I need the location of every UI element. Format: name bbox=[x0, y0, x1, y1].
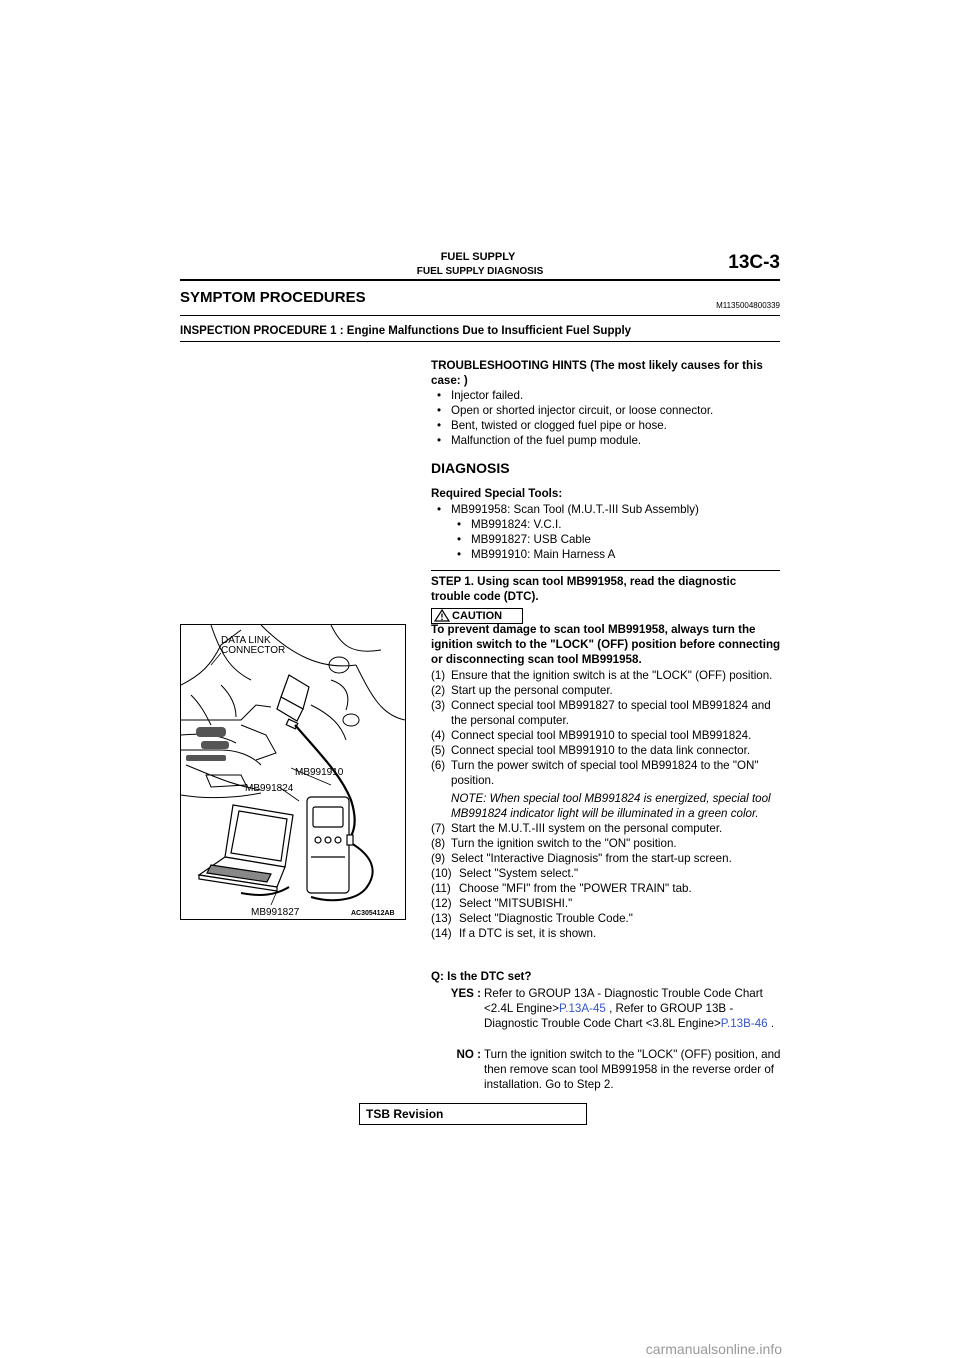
header-rule bbox=[180, 279, 780, 281]
step1-title: STEP 1. Using scan tool MB991958, read the diagnostic trouble code (DTC). bbox=[431, 575, 737, 603]
warning-triangle-icon bbox=[434, 609, 450, 622]
step-rule bbox=[431, 570, 780, 571]
no-text: Turn the ignition switch to the "LOCK" (OFF) position, and then remove scan tool MB991958 in the reverse order of installation. Go to Step 2. bbox=[484, 1048, 781, 1091]
caution-text: To prevent damage to scan tool MB991958, always turn the ignition switch to the "LOCK" (OFF) position before connecting or disconnecting scan tool MB991958. bbox=[431, 623, 781, 666]
list-item: • MB991958: Scan Tool (M.U.T.-III Sub Assembly) bbox=[431, 502, 783, 517]
link-p13b-46[interactable]: P.13B-46 bbox=[720, 1017, 768, 1030]
list-item: (6) Turn the power switch of special tool MB991824 to the "ON" position. bbox=[431, 759, 759, 787]
list-item: • MB991827: USB Cable bbox=[451, 532, 781, 547]
diagnostic-connection-figure bbox=[180, 624, 406, 920]
list-item: (9) Select "Interactive Diagnosis" from the start-up screen. bbox=[431, 852, 732, 865]
list-item: (3) Connect special tool MB991827 to special tool MB991824 and the personal computer. bbox=[431, 699, 771, 727]
procedure-title: INSPECTION PROCEDURE 1 : Engine Malfunctions Due to Insufficient Fuel Supply bbox=[180, 325, 632, 337]
label-mb991824: MB991824 bbox=[245, 783, 294, 794]
note-text: NOTE: When special tool MB991824 is energized, special tool MB991824 indicator light will be illuminated in a green color. bbox=[451, 792, 771, 820]
yes-label: YES : bbox=[450, 987, 481, 1000]
tsb-revision-box bbox=[359, 1103, 587, 1125]
step1-instructions bbox=[431, 668, 783, 941]
list-item: (8) Turn the ignition switch to the "ON" position. bbox=[431, 837, 677, 850]
section-code: M1135004800339 bbox=[716, 301, 780, 310]
section-title: SYMPTOM PROCEDURES bbox=[180, 289, 366, 306]
list-item: (14) If a DTC is set, it is shown. bbox=[431, 927, 597, 940]
list-item: (1) Ensure that the ignition switch is at the "LOCK" (OFF) position. bbox=[431, 669, 773, 682]
tools-sublist bbox=[451, 517, 781, 562]
label-mb991910: MB991910 bbox=[295, 767, 344, 778]
procedure-rule bbox=[180, 341, 780, 342]
list-item: (7) Start the M.U.T.-III system on the personal computer. bbox=[431, 822, 723, 835]
header-title: FUEL SUPPLY bbox=[440, 251, 516, 263]
list-item: • MB991824: V.C.I. bbox=[451, 517, 781, 532]
yes-answer bbox=[431, 986, 783, 1046]
link-p13a-45[interactable]: P.13A-45 bbox=[559, 1002, 606, 1015]
yes-text: Refer to GROUP 13A - Diagnostic Trouble Code Chart <2.4L Engine>P.13A-45 , Refer to GROUP 13B - Diagnostic Trouble Code Chart <3.8L Engine>P.13B-46 . bbox=[484, 987, 775, 1030]
caution-label: CAUTION bbox=[452, 610, 503, 622]
list-item: (4) Connect special tool MB991910 to special tool MB991824. bbox=[431, 729, 752, 742]
tsb-revision-label: TSB Revision bbox=[366, 1107, 444, 1121]
label-mb991827: MB991827 bbox=[251, 907, 300, 918]
no-label: NO : bbox=[456, 1048, 481, 1061]
label-connector: CONNECTOR bbox=[221, 645, 286, 656]
list-item: • Malfunction of the fuel pump module. bbox=[431, 433, 783, 448]
header-subtitle: FUEL SUPPLY DIAGNOSIS bbox=[416, 266, 544, 277]
list-item: (12) Select "MITSUBISHI." bbox=[431, 897, 573, 910]
question-text: Q: Is the DTC set? bbox=[431, 970, 532, 983]
no-answer bbox=[431, 1047, 783, 1093]
section-rule bbox=[180, 315, 780, 316]
label-data-link: DATA LINK bbox=[221, 635, 271, 646]
list-item: • Bent, twisted or clogged fuel pipe or hose. bbox=[431, 418, 783, 433]
list-item: (13) Select "Diagnostic Trouble Code." bbox=[431, 912, 633, 925]
diagnosis-title: DIAGNOSIS bbox=[431, 460, 510, 476]
figure-code: AC305412AB bbox=[351, 910, 395, 917]
watermark: carmanualsonline.info bbox=[645, 1341, 782, 1357]
list-item: • Injector failed. bbox=[431, 388, 783, 403]
scan-tool-illustration bbox=[181, 625, 405, 919]
list-item: • MB991910: Main Harness A bbox=[451, 547, 781, 562]
list-item: • Open or shorted injector circuit, or loose connector. bbox=[431, 403, 783, 418]
list-item: (11) Choose "MFI" from the "POWER TRAIN" tab. bbox=[431, 882, 692, 895]
list-item: (10) Select "System select." bbox=[431, 867, 579, 880]
tools-list bbox=[431, 502, 783, 517]
hints-title: TROUBLESHOOTING HINTS (The most likely causes for this case: ) bbox=[431, 359, 763, 387]
hints-list bbox=[431, 388, 783, 448]
list-item: (5) Connect special tool MB991910 to the data link connector. bbox=[431, 744, 751, 757]
page-number: 13C-3 bbox=[728, 252, 780, 273]
tools-title: Required Special Tools: bbox=[431, 487, 563, 500]
list-item: (2) Start up the personal computer. bbox=[431, 684, 613, 697]
